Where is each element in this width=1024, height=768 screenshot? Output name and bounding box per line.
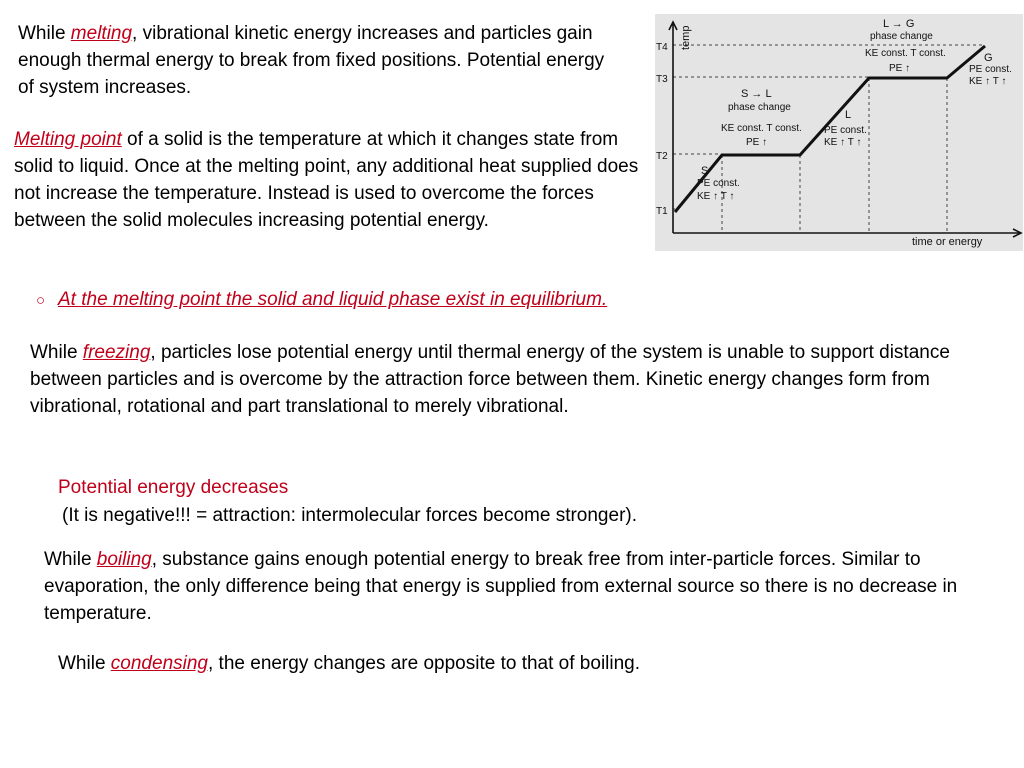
svg-text:PE const.: PE const.	[824, 125, 867, 136]
svg-text:L → G: L → G	[883, 18, 915, 30]
condensing-term: condensing	[110, 653, 208, 674]
svg-text:PE const.: PE const.	[969, 64, 1012, 75]
boiling-paragraph	[44, 546, 1009, 627]
melting-prefix: While	[18, 23, 71, 44]
tick-t3: T3	[656, 74, 668, 85]
heating-curve-svg	[655, 14, 1023, 251]
svg-text:PE ↑: PE ↑	[889, 63, 911, 74]
tick-t1: T1	[656, 206, 668, 217]
bullet-icon: ○	[36, 292, 46, 309]
svg-text:S: S	[701, 165, 709, 177]
x-axis-label: time or energy	[912, 236, 983, 248]
melting-text: , vibrational kinetic energy increases and particles gain enough thermal energy to break from fixed positions. Potential energy of system increases.	[18, 23, 605, 98]
svg-text:KE ↑ T ↑: KE ↑ T ↑	[969, 76, 1007, 87]
svg-text:L: L	[845, 109, 852, 121]
condensing-text: , the energy changes are opposite to that of boiling.	[208, 653, 641, 674]
boiling-prefix: While	[44, 549, 97, 570]
segment-boiling-label	[865, 18, 946, 74]
melting-paragraph	[18, 20, 618, 101]
svg-text:S → L: S → L	[741, 88, 772, 100]
segment-gas-label	[969, 52, 1012, 87]
svg-text:KE const. T const.: KE const. T const.	[865, 48, 946, 59]
equilibrium-bullet	[36, 286, 796, 314]
svg-text:KE const. T const.: KE const. T const.	[721, 123, 802, 134]
svg-text:KE ↑ T ↑: KE ↑ T ↑	[697, 191, 735, 202]
melting-point-text: of a solid is the temperature at which it changes state from solid to liquid. Once at the melting point, any additional heat supplied does not increase the temperature. Instead is used to overcome the forces between the solid molecules increasing potential energy.	[14, 129, 639, 231]
equilibrium-text: At the melting point the solid and liquid phase exist in equilibrium.	[58, 289, 608, 310]
boiling-term: boiling	[96, 549, 152, 570]
svg-text:PE ↑: PE ↑	[746, 137, 768, 148]
freezing-text: , particles lose potential energy until thermal energy of the system is unable to support distance between particles and is overcome by the attraction force between them. Kinetic energy changes form from vibrational, rotational and part translational to merely vibrational.	[30, 342, 950, 417]
svg-text:KE ↑ T ↑: KE ↑ T ↑	[824, 137, 862, 148]
freezing-paragraph	[30, 339, 990, 420]
freezing-prefix: While	[30, 342, 83, 363]
tick-t2: T2	[656, 151, 668, 162]
freezing-term: freezing	[82, 342, 151, 363]
condensing-prefix: While	[58, 653, 111, 674]
melting-term: melting	[70, 23, 133, 44]
tick-t4: T4	[656, 42, 668, 53]
segment-melting-label	[721, 88, 802, 148]
heating-curve-diagram	[655, 14, 1023, 251]
boiling-text: , substance gains enough potential energy to break free from inter-particle forces. Similar to evaporation, the only difference being that energy is supplied from external source so there is no decrease in temperature.	[44, 549, 958, 624]
svg-text:phase change: phase change	[728, 102, 791, 113]
segment-liquid-label	[824, 109, 867, 148]
svg-text:PE const.: PE const.	[697, 178, 740, 189]
melting-point-paragraph	[14, 126, 644, 234]
pe-decreases-heading: Potential energy decreases	[58, 477, 289, 498]
y-axis-label: temp	[680, 25, 692, 50]
pe-decreases-note: (It is negative!!! = attraction: intermolecular forces become stronger).	[62, 505, 638, 526]
svg-text:G: G	[984, 52, 993, 64]
melting-point-term: Melting point	[14, 129, 122, 150]
svg-text:phase change: phase change	[870, 31, 933, 42]
condensing-paragraph	[58, 650, 858, 677]
segment-solid-label	[697, 165, 740, 202]
